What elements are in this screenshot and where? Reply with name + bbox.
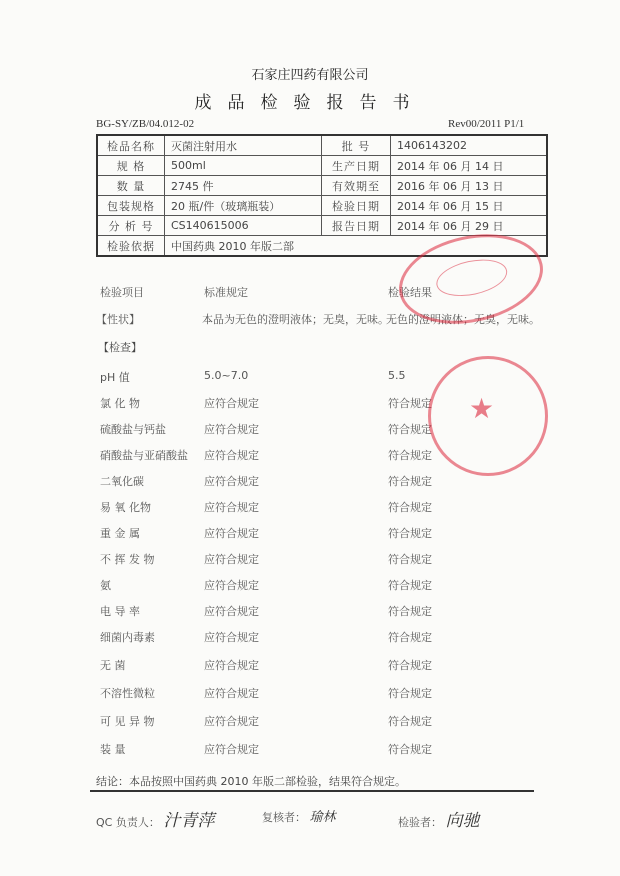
- item-standard: 应符合规定: [204, 631, 259, 644]
- item-standard: 应符合规定: [204, 659, 259, 672]
- qc-manager: [96, 806, 214, 831]
- item-name: pH 值: [100, 371, 130, 384]
- item-standard: 应符合规定: [204, 449, 259, 462]
- label-specification: 规 格: [97, 156, 165, 176]
- appearance-result: 无色的澄明液体；无臭，无味。: [386, 313, 540, 326]
- item-name: 不 挥 发 物: [100, 553, 155, 566]
- inspector-signature: 向驰: [445, 811, 480, 831]
- item-result: 符合规定: [388, 687, 432, 700]
- item-result: 符合规定: [388, 449, 432, 462]
- star-icon: ★: [469, 392, 495, 425]
- value-quantity: 2745 件: [165, 176, 322, 196]
- value-specification: 500ml: [165, 156, 322, 176]
- item-standard: 应符合规定: [204, 687, 259, 700]
- item-name: 装 量: [100, 743, 126, 756]
- label-packaging: 包装规格: [97, 196, 165, 216]
- header-standard: 标准规定: [204, 286, 248, 299]
- reviewer: [262, 806, 336, 825]
- item-standard: 应符合规定: [204, 527, 259, 540]
- label-analysis-number: 分 析 号: [97, 216, 165, 236]
- item-name: 电 导 率: [100, 605, 140, 618]
- header-item: 检验项目: [100, 286, 144, 299]
- item-name: 可 见 异 物: [100, 715, 155, 728]
- label-expiry-date: 有效期至: [322, 176, 391, 196]
- reviewer-signature: 瑜林: [309, 810, 336, 825]
- item-name: 氨: [100, 579, 111, 592]
- item-name: 细菌内毒素: [100, 631, 155, 644]
- item-result: 符合规定: [388, 579, 432, 592]
- label-product-name: 检品名称: [97, 135, 165, 156]
- inspector-label: 检验者：: [398, 816, 442, 829]
- item-result: 符合规定: [388, 715, 432, 728]
- item-standard: 应符合规定: [204, 501, 259, 514]
- report-title: 成品检验报告书: [194, 93, 426, 113]
- label-report-date: 报告日期: [322, 216, 391, 236]
- table-row: [97, 216, 547, 236]
- item-result: 符合规定: [388, 659, 432, 672]
- header-result: 检验结果: [388, 286, 432, 299]
- lower-company-stamp: [428, 356, 548, 476]
- value-report-date: 2014 年 06 月 29 日: [391, 216, 548, 236]
- item-result: 符合规定: [388, 605, 432, 618]
- item-name: 硫酸盐与钙盐: [100, 423, 166, 436]
- divider: [90, 790, 534, 792]
- item-standard: 应符合规定: [204, 715, 259, 728]
- item-result: 符合规定: [388, 475, 432, 488]
- qc-signature: 汁青萍: [163, 811, 215, 831]
- label-inspection-date: 检验日期: [322, 196, 391, 216]
- item-result: 符合规定: [388, 631, 432, 644]
- qc-label: QC 负责人：: [96, 816, 160, 829]
- value-inspection-date: 2014 年 06 月 15 日: [391, 196, 548, 216]
- label-basis: 检验依据: [97, 236, 165, 257]
- revision-page: Rev00/2011 P1/1: [448, 118, 525, 130]
- value-batch-number: 1406143202: [391, 135, 548, 156]
- label-production-date: 生产日期: [322, 156, 391, 176]
- check-section: 【检查】: [98, 341, 142, 354]
- item-standard: 应符合规定: [204, 579, 259, 592]
- label-batch-number: 批 号: [322, 135, 391, 156]
- item-result: 符合规定: [388, 501, 432, 514]
- item-name: 氯 化 物: [100, 397, 140, 410]
- document-number: BG-SY/ZB/04.012-02: [96, 118, 195, 130]
- item-standard: 应符合规定: [204, 553, 259, 566]
- value-basis: 中国药典 2010 年版二部: [165, 236, 548, 257]
- value-analysis-number: CS140615006: [165, 216, 322, 236]
- item-standard: 应符合规定: [204, 475, 259, 488]
- table-row: [97, 135, 547, 156]
- table-row: [97, 196, 547, 216]
- item-name: 重 金 属: [100, 527, 140, 540]
- item-standard: 应符合规定: [204, 743, 259, 756]
- reviewer-label: 复核者：: [262, 811, 306, 824]
- item-name: 二氧化碳: [100, 475, 144, 488]
- value-expiry-date: 2016 年 06 月 13 日: [391, 176, 548, 196]
- item-standard: 应符合规定: [204, 397, 259, 410]
- table-row: [97, 176, 547, 196]
- stamp-inner-ring: [433, 254, 510, 302]
- item-standard: 5.0~7.0: [204, 369, 249, 382]
- label-quantity: 数 量: [97, 176, 165, 196]
- item-name: 不溶性微粒: [100, 687, 155, 700]
- company-name: 石家庄四药有限公司: [251, 68, 369, 83]
- item-standard: 应符合规定: [204, 423, 259, 436]
- item-result: 符合规定: [388, 423, 432, 436]
- inspector: [398, 806, 480, 831]
- value-packaging: 20 瓶/件（玻璃瓶装）: [165, 196, 322, 216]
- value-production-date: 2014 年 06 月 14 日: [391, 156, 548, 176]
- item-name: 无 菌: [100, 659, 126, 672]
- appearance-section: 【性状】: [96, 313, 140, 326]
- item-standard: 应符合规定: [204, 605, 259, 618]
- table-row: [97, 156, 547, 176]
- item-result: 符合规定: [388, 553, 432, 566]
- conclusion: 结论：本品按照中国药典 2010 年版二部检验，结果符合规定。: [96, 775, 406, 788]
- appearance-standard: 本品为无色的澄明液体；无臭，无味。: [202, 313, 389, 326]
- item-result: 5.5: [388, 369, 406, 382]
- item-name: 易 氧 化物: [100, 501, 151, 514]
- value-product-name: 灭菌注射用水: [165, 135, 322, 156]
- item-result: 符合规定: [388, 743, 432, 756]
- item-result: 符合规定: [388, 527, 432, 540]
- item-name: 硝酸盐与亚硝酸盐: [100, 449, 188, 462]
- item-result: 符合规定: [388, 397, 432, 410]
